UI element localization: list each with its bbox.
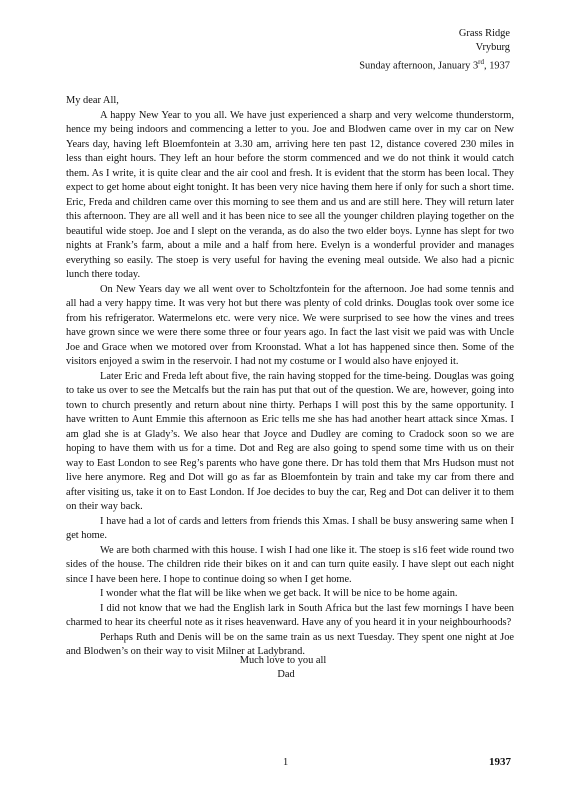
date-text: Sunday afternoon, January 3 [359,60,479,72]
closing-block [0,654,566,682]
paragraph: I wonder what the flat will be like when we get back. It will be nice to be home again. [100,588,458,599]
signature: Dad [277,669,295,680]
address-place: Grass Ridge [458,28,510,39]
address-town: Vryburg [475,42,510,54]
paragraph: I have had a lot of cards and letters from friends this Xmas. I shall be busy answering same when I get home. [66,515,514,541]
date-ordinal: rd [478,58,485,67]
paragraph: A happy New Year to you all. We have just experienced a sharp and very welcome thunderstorm, hence my being indoors and commencing a letter to you. Joe and Blodwen came over in my car on New Years day, having left Bloemfontein at 3.30 am, arriving here ten past 12, distance covered 230 miles in less than eight hours. They left an hour before the storm commenced and we do not think it would catch them. As I write, it is quite clear and the air cool and fresh. It is evident that the storm has been local. They expect to get home about eight tonight. It has been very nice having them here if only for such a short time. Eric, Freda and children came over this morning to see them and us and are still here. They will return later this afternoon. They are all well and it has been nice to see all the younger children playing together on the beautiful wide stoep. Joe and I slept on the veranda, as do also the two elder boys. Lynne has slept for two nights at Frank’s farm, about a mile and a half from here. Evelyn is a wonderful provider and manages everything so easily. The stoep is very useful for having the evening meal outside. We also had a picnic lunch there today. [66,109,514,280]
paragraph: On New Years day we all went over to Scholtzfontein for the afternoon. Joe had some tennis and all had a very happy time. It was very hot but there was plenty of cold drinks. Douglas took over some ice from his refrigerator. Watermelons etc. were very nice. We were surprised to see how the vines and trees have grown since we were there some three or four years ago. In fact the last visit we paid was with Uncle Joe and Grace when we motored over from Kroonstad. What a lot has happened since then. Some of the visitors enjoyed a swim in the reservoir. I had not my costume or I would also have enjoyed it. [66,283,514,367]
letter-date [359,55,510,74]
address-block [359,27,510,74]
paragraph: I did not know that we had the English lark in South Africa but the last few mornings I have been charmed to hear its cheerful note as it rises heavenward. Have any of you heard it in your neighbourhoods? [66,602,514,628]
paragraph: Perhaps Ruth and Denis will be on the same train as us next Tuesday. They spent one night at Joe and Blodwen’s on their way to visit Milner at Ladybrand. [66,631,514,657]
page-number: 1 [283,757,289,768]
year-marker: 1937 [489,756,511,768]
greeting: My dear All, [66,95,119,106]
date-year: , 1937 [484,60,510,72]
paragraph: Later Eric and Freda left about five, the rain having stopped for the time-being. Douglas was going to take us over to see the Metcalfs but the rain has put that out of the question. We are, however, going into town to church presently and return about nine thirty. Perhaps I will post this by the same opportunity. I have written to Aunt Emmie this afternoon as Eric tells me she has had another heart attack since Xmas. I am glad she is at Glady’s. We also hear that Joyce and Dudley are coming to Cradock soon so we are hoping to have them with us for a time. Dot and Reg are also going to spend some time with us on their way to East London to see Reg’s parents who have gone there. Dr has told them that Mrs Hudson must not live here anymore. Reg and Dot will go as far as Bloemfontein by train and take my car from there and after visiting us, take it on to East London. If Joe decides to buy the car, Reg and Dot can deliver it to them on their way back. [66,370,514,512]
letter-body [66,94,514,660]
closing-line: Much love to you all [239,655,327,666]
paragraph: We are both charmed with this house. I wish I had one like it. The stoep is s16 feet wide round two sides of the house. The children ride their bikes on it and can turn quite easily. I have slept out each night since I have been here. I hope to continue doing so when I get home. [66,544,514,585]
